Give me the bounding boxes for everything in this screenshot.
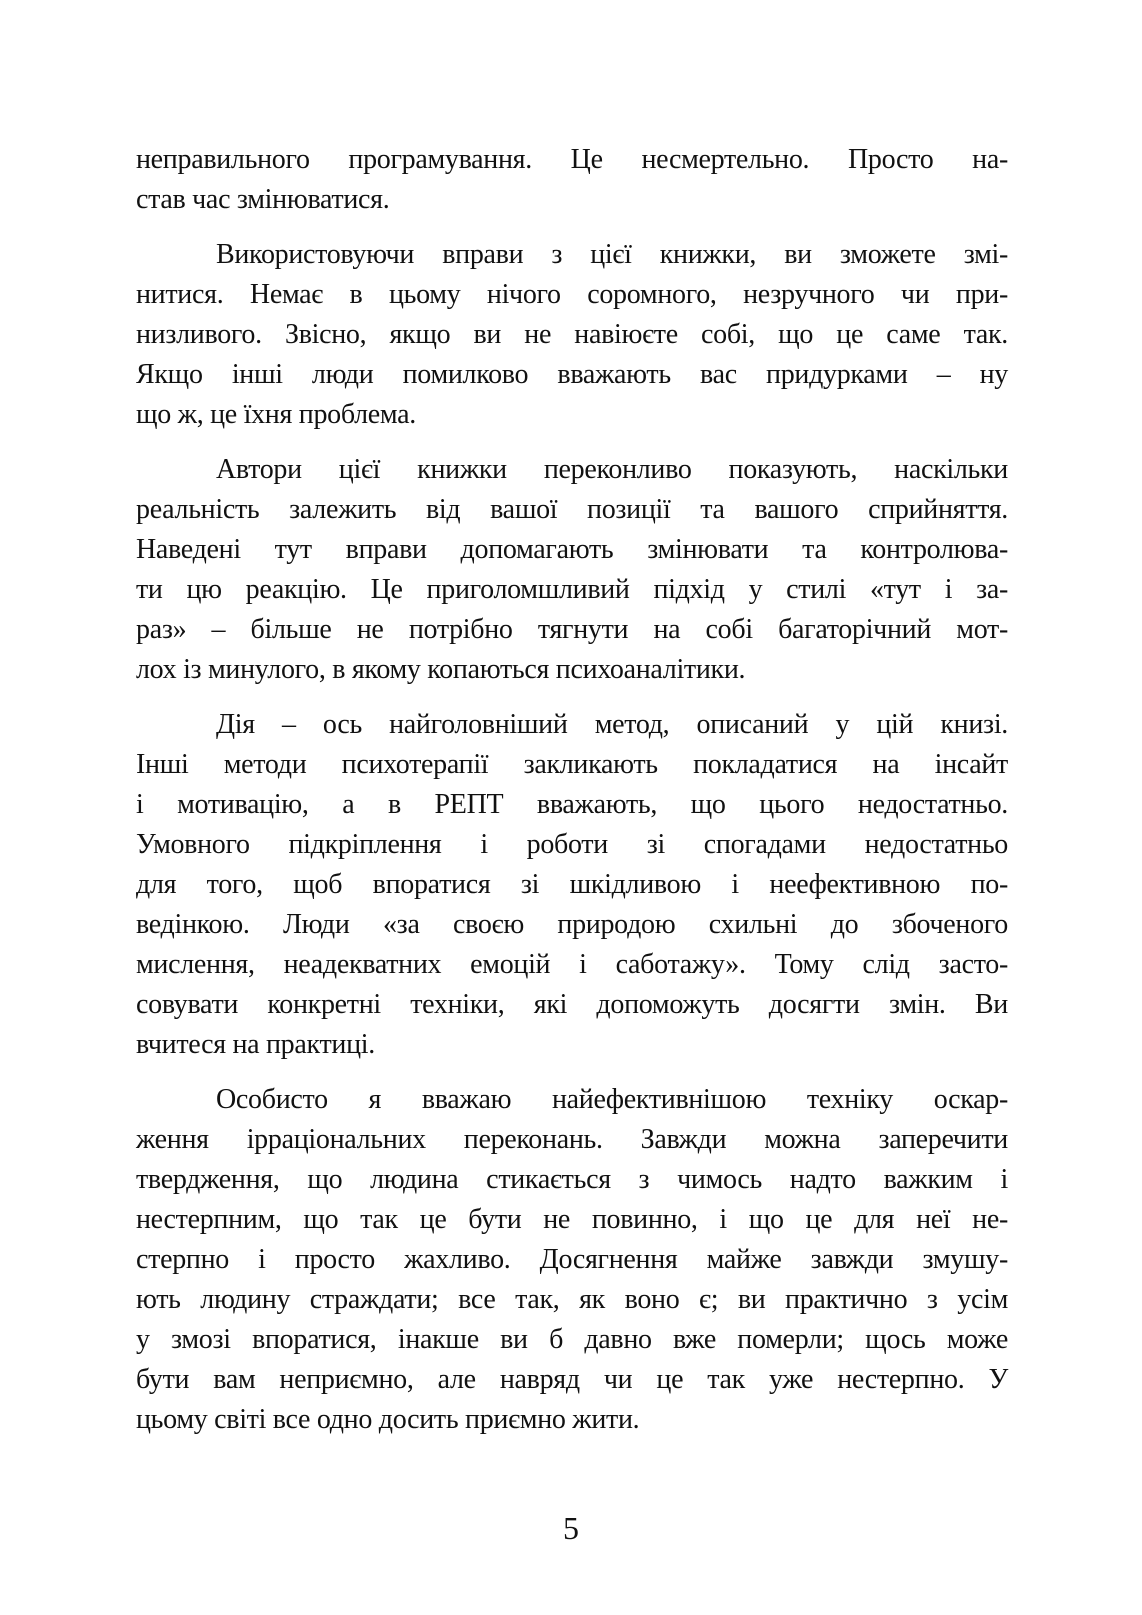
text-line: лох із минулого, в якому копаються психоаналітики. xyxy=(136,654,746,685)
text-line: ведінкою. Люди «за своєю природою схильні до збоченого xyxy=(136,909,1008,940)
text-line: для того, щоб впоратися зі шкідливою і неефективною по- xyxy=(136,869,1008,900)
text-line: у змозі впоратися, інакше ви б давно вже померли; щось може xyxy=(136,1324,1008,1355)
text-line: нестерпним, що так це бути не повинно, і що це для неї не- xyxy=(136,1204,1008,1235)
text-line: Особисто я вважаю найефективнішою техніку оскар- xyxy=(216,1084,1008,1115)
text-line: Автори цієї книжки переконливо показують, наскільки xyxy=(216,454,1008,485)
text-line: Дія – ось найголовніший метод, описаний у цій книзі. xyxy=(216,709,1008,740)
text-line: твердження, що людина стикається з чимось надто важким і xyxy=(136,1164,1008,1195)
text-line: Інші методи психотерапії закликають покладатися на інсайт xyxy=(136,749,1008,780)
page-number: 5 xyxy=(563,1510,579,1546)
text-line: ження ірраціональних переконань. Завжди можна заперечити xyxy=(136,1124,1008,1155)
paragraph xyxy=(136,235,1008,435)
text-line: вчитеся на практиці. xyxy=(136,1029,375,1060)
text-line: Наведені тут вправи допомагають змінювати та контролюва- xyxy=(136,534,1008,565)
page-text xyxy=(136,140,1008,1440)
paragraph xyxy=(136,140,1008,220)
text-line: неправильного програмування. Це несмертельно. Просто на- xyxy=(136,144,1008,175)
text-line: нитися. Немає в цьому нічого соромного, незручного чи при- xyxy=(136,279,1008,310)
text-line: бути вам неприємно, але навряд чи це так уже нестерпно. У xyxy=(136,1364,1008,1395)
text-line: Якщо інші люди помилково вважають вас придурками – ну xyxy=(136,359,1008,390)
text-line: ти цю реакцію. Це приголомшливий підхід у стилі «тут і за- xyxy=(136,574,1008,605)
paragraph xyxy=(136,705,1008,1065)
paragraph xyxy=(136,450,1008,690)
text-line: раз» – більше не потрібно тягнути на собі багаторічний мот- xyxy=(136,614,1008,645)
text-line: Умовного підкріплення і роботи зі спогадами недостатньо xyxy=(136,829,1008,860)
text-line: совувати конкретні техніки, які допоможуть досягти змін. Ви xyxy=(136,989,1008,1020)
text-line: низливого. Звісно, якщо ви не навіюєте собі, що це саме так. xyxy=(136,319,1008,350)
text-line: цьому світі все одно досить приємно жити. xyxy=(136,1404,640,1435)
text-line: мислення, неадекватних емоцій і саботажу». Тому слід засто- xyxy=(136,949,1008,980)
text-line: став час змінюватися. xyxy=(136,184,390,215)
text-line: стерпно і просто жахливо. Досягнення майже завжди змушу- xyxy=(136,1244,1008,1275)
text-line: Використовуючи вправи з цієї книжки, ви зможете змі- xyxy=(216,239,1008,270)
text-line: і мотивацію, а в РЕПТ вважають, що цього недостатньо. xyxy=(136,789,1008,820)
text-line: реальність залежить від вашої позиції та вашого сприйняття. xyxy=(136,494,1008,525)
text-line: що ж, це їхня проблема. xyxy=(136,399,416,430)
paragraph xyxy=(136,1080,1008,1440)
text-line: ють людину страждати; все так, як воно є; ви практично з усім xyxy=(136,1284,1008,1315)
